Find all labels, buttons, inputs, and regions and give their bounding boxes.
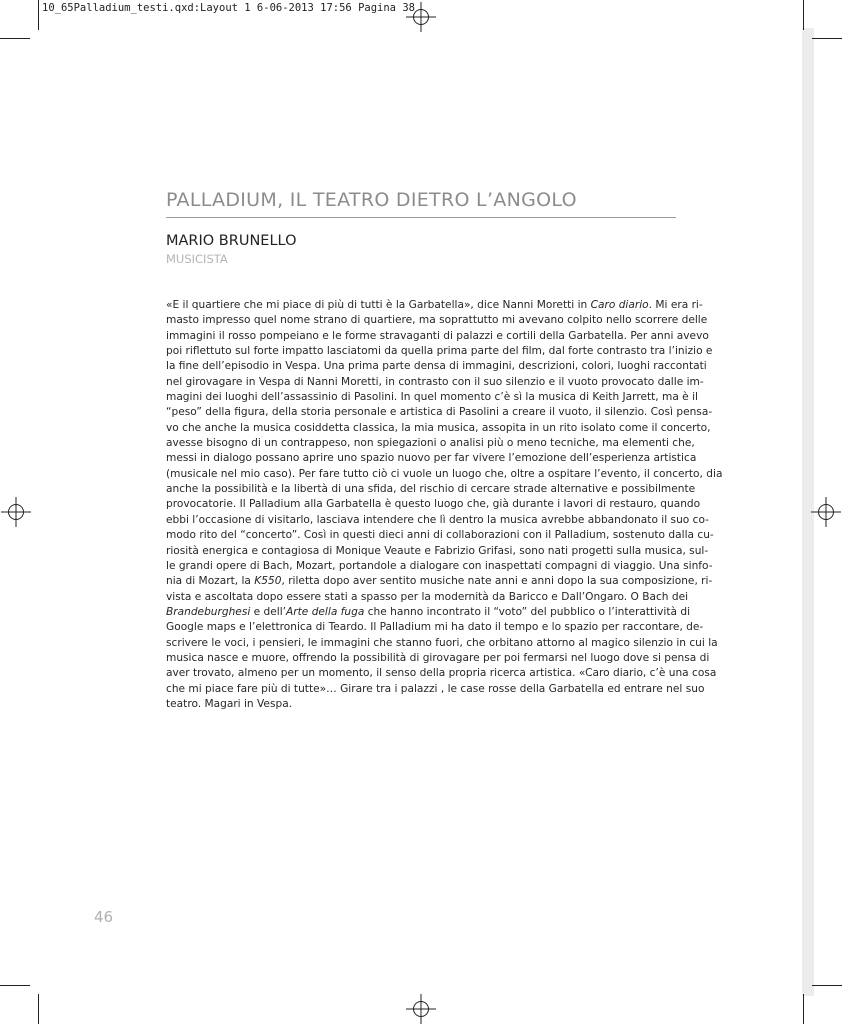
- body-line: [166, 544, 709, 559]
- line-text: teatro. Magari in Vespa.: [166, 697, 293, 710]
- line-text: la fine dell’episodio in Vespa. Una prima parte densa di immagini, descrizioni, colori, luoghi raccontati: [166, 360, 707, 373]
- line-text: messi in dialogo possano aprire uno spazio nuovo per far vivere l’emozione dell’esperienza artistica: [166, 452, 697, 465]
- body-line: [166, 482, 696, 497]
- body-line: [166, 620, 704, 635]
- article-body: [166, 298, 723, 712]
- line-text: ebbi l’occasione di visitarlo, lasciava intendere che lì dentro la musica avrebbe abbandonato il suo co-: [166, 513, 709, 526]
- body-line: [166, 421, 711, 436]
- body-line: [166, 513, 709, 528]
- line-text: , riletta dopo aver sentito musiche nate anni e anni dopo la sua composizione, ri-: [281, 575, 713, 588]
- body-line: [166, 497, 701, 512]
- body-line: [166, 298, 703, 313]
- body-line: [166, 666, 717, 681]
- body-line: [166, 359, 707, 374]
- line-text: avesse bisogno di un contrappeso, non spiegazioni o analisi più o meno tecniche, ma elementi che,: [166, 437, 695, 450]
- registration-mark-top: [406, 2, 436, 32]
- registration-mark-bottom: [406, 994, 436, 1024]
- body-line: [166, 344, 713, 359]
- line-text: Google maps e l’elettronica di Teardo. Il Palladium mi ha dato il tempo e lo spazio per raccontare, de-: [166, 621, 704, 634]
- line-text: “peso” della figura, della storia personale e artistica di Pasolini a creare il vuoto, il silenzio. Così pensa-: [166, 406, 713, 419]
- registration-mark-left: [1, 497, 31, 527]
- body-line: [166, 605, 691, 620]
- body-line: [166, 436, 695, 451]
- line-text: masto impresso quel nome strano di quartiere, ma soprattutto mi avevano colpito nello scorrere delle: [166, 314, 708, 327]
- line-text: nel girovagare in Vespa di Nanni Moretti, in contrasto con il suo silenzio e il vuoto provocato dalle im-: [166, 375, 704, 388]
- line-text: magini dei luoghi dell’assassinio di Pasolini. In quel momento c’è sì la musica di Keith Jarrett, ma è il: [166, 391, 698, 404]
- body-line: [166, 375, 704, 390]
- line-text: riosità energica e contagiosa di Monique Veaute e Fabrizio Grifasi, sono nati progetti sulla musica, sul-: [166, 544, 709, 557]
- body-line: [166, 559, 713, 574]
- line-text: le grandi opere di Bach, Mozart, portandole a dialogare con inaspettati compagni di viaggio. Una sinfo-: [166, 559, 713, 572]
- body-line: [166, 405, 713, 420]
- line-text: poi riflettuto sul forte impatto lasciatomi da quella prima parte del film, dal forte contrasto tra l’inizio e: [166, 345, 713, 358]
- body-line: [166, 636, 718, 651]
- italic-title: Arte della fuga: [286, 605, 365, 618]
- body-line: [166, 574, 713, 589]
- line-text: anche la possibilità e la libertà di una sfida, del rischio di cercare strade alternative e possibilmente: [166, 483, 696, 496]
- italic-title: Brandeburghesi: [166, 605, 251, 618]
- line-text: musica nasce e muore, offrendo la possibilità di girovagare per poi fermarsi nel luogo dove si pensa di: [166, 651, 710, 664]
- body-line: [166, 451, 697, 466]
- body-line: [166, 651, 710, 666]
- registration-mark-right: [811, 497, 841, 527]
- line-text: vista e ascoltata dopo essere stati a spasso per la modernità da Baricco e Dall’Ongaro. O Bach dei: [166, 590, 689, 603]
- line-text: (musicale nel mio caso). Per fare tutto ciò ci vuole un luogo che, oltre a ospitare l’evento, il concerto, dia: [166, 467, 723, 480]
- italic-title: Caro diario: [590, 299, 649, 311]
- line-text: e dell’: [250, 605, 287, 618]
- author-name: MARIO BRUNELLO: [166, 233, 297, 249]
- line-text: nia di Mozart, la: [166, 575, 255, 588]
- article-title: PALLADIUM, IL TEATRO DIETRO L’ANGOLO: [166, 189, 577, 211]
- body-line: [166, 528, 714, 543]
- line-text: scrivere le voci, i pensieri, le immagini che stanno fuori, che orbitano attorno al magico silenzio in cui la: [166, 636, 718, 649]
- body-line: [166, 682, 705, 697]
- body-line: [166, 467, 723, 482]
- body-line: [166, 329, 709, 344]
- body-line: [166, 390, 698, 405]
- author-role: MUSICISTA: [166, 252, 228, 266]
- line-text: «E il quartiere che mi piace di più di tutti è la Garbatella», dice Nanni Moretti in: [166, 299, 591, 311]
- line-text: provocatorie. Il Palladium alla Garbatella è questo luogo che, già durante i lavori di restauro, quando: [166, 498, 701, 511]
- body-line: [166, 313, 708, 328]
- body-line: [166, 697, 676, 712]
- line-text: aver trovato, almeno per un momento, il senso della propria ricerca artistica. «Caro diario, c’è una cosa: [166, 667, 717, 680]
- line-text: . Mi era ri-: [648, 299, 703, 311]
- line-text: modo rito del “concerto”. Così in questi dieci anni di collaborazioni con il Palladium, sostenuto dalla cu-: [166, 529, 714, 542]
- line-text: immagini il rosso pompeiano e le forme stravaganti di palazzi e cortili della Garbatella. Per anni avevo: [166, 329, 709, 342]
- line-text: che mi piace fare più di tutte»… Girare tra i palazzi , le case rosse della Garbatella ed entrare nel suo: [166, 682, 705, 695]
- title-rule: [166, 217, 676, 218]
- print-slug-line: 10_65Palladium_testi.qxd:Layout 1 6-06-2013 17:56 Pagina 38: [42, 2, 415, 14]
- body-line: [166, 590, 689, 605]
- italic-title: K550: [254, 575, 282, 588]
- line-text: che hanno incontrato il “voto” del pubblico o l’interattività di: [364, 605, 691, 618]
- page-number: 46: [94, 908, 114, 926]
- line-text: vo che anche la musica cosiddetta classica, la mia musica, assopita in un rito isolato come il concerto,: [166, 421, 711, 434]
